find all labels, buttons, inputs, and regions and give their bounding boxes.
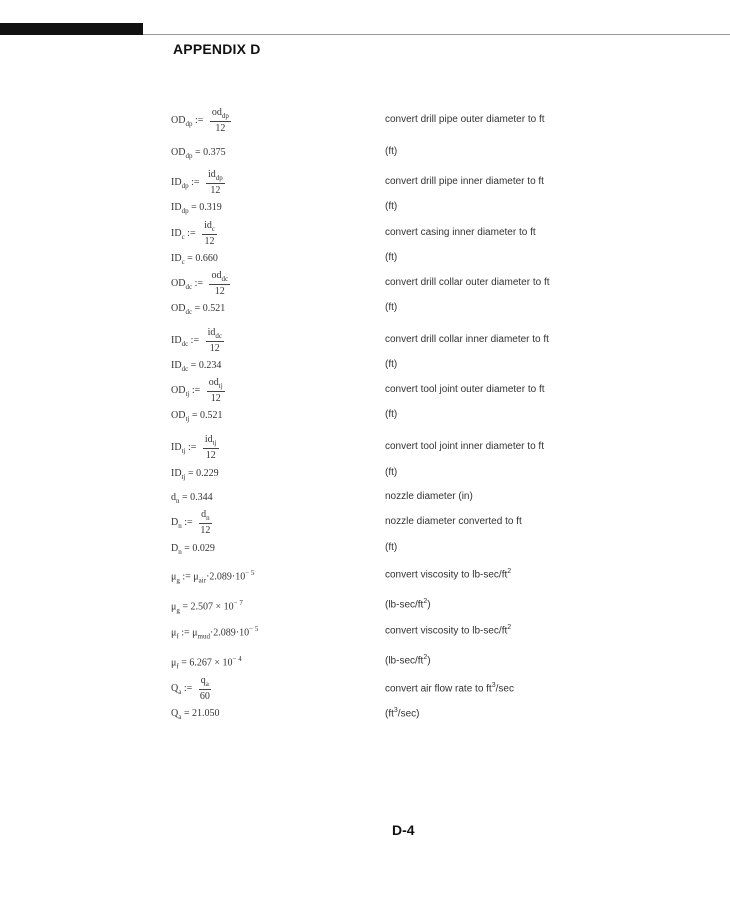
fraction <box>209 270 230 297</box>
equation <box>171 599 243 614</box>
description-text: (ft) <box>385 146 398 157</box>
fraction-numerator <box>210 107 231 122</box>
variable-symbol: ID <box>171 253 182 264</box>
equation <box>171 202 222 215</box>
equation <box>171 360 221 373</box>
equation <box>171 434 219 461</box>
variable-symbol: d <box>171 492 176 503</box>
operator: = <box>179 601 191 613</box>
operator: = <box>185 468 197 479</box>
description-text: (ft) <box>385 252 398 263</box>
equation-description <box>385 114 545 125</box>
fraction <box>210 107 231 134</box>
numerator-symbol: id <box>204 220 212 231</box>
operator: := <box>192 114 206 126</box>
equation <box>171 543 215 556</box>
description-text: convert drill pipe inner diameter to ft <box>385 176 544 187</box>
operator: = <box>189 410 200 421</box>
equation-description <box>385 598 431 610</box>
operator: = <box>192 303 203 314</box>
variable-subscript: a <box>178 713 182 721</box>
computed-value: 0.319 <box>199 202 222 213</box>
description-text: convert casing inner diameter to ft <box>385 227 536 238</box>
computed-value: 0.229 <box>196 468 219 479</box>
variable-subscript: dp <box>181 207 189 215</box>
equation <box>171 468 219 481</box>
equation-description <box>385 568 511 580</box>
header-rule <box>143 34 730 35</box>
numerator-subscript: dc <box>215 332 222 340</box>
computed-value: 0.234 <box>198 360 222 371</box>
variable-symbol: μ <box>171 627 177 639</box>
variable-symbol: ID <box>171 334 182 346</box>
expression-exponent: − 5 <box>249 625 259 633</box>
expression-exponent: − 5 <box>245 569 255 577</box>
computed-value: 0.521 <box>199 410 223 421</box>
variable-subscript: c <box>181 232 185 241</box>
variable-symbol: Q <box>171 682 179 694</box>
operator: = <box>188 360 199 371</box>
operator: := <box>185 441 199 453</box>
description-text: (ft) <box>385 467 398 478</box>
description-text: convert drill collar inner diameter to ft <box>385 334 549 345</box>
expression-factor: ·2.089·10 <box>206 571 246 583</box>
fraction-denominator: 12 <box>214 286 225 297</box>
description-text: (ft) <box>385 359 398 370</box>
fraction <box>206 169 225 196</box>
equation-description <box>385 201 397 212</box>
variable-subscript: tj <box>181 473 186 481</box>
fraction-denominator: 12 <box>209 343 220 354</box>
fraction-numerator <box>203 434 219 449</box>
computed-value: 6.267 × 10 <box>189 657 233 669</box>
variable-symbol: D <box>171 516 179 528</box>
fraction-denominator: 12 <box>210 393 221 404</box>
operator: := <box>192 277 206 289</box>
variable-symbol: ID <box>171 441 182 453</box>
fraction-numerator <box>199 509 212 524</box>
description-text: nozzle diameter (in) <box>385 491 473 502</box>
variable-subscript: a <box>178 687 182 696</box>
equation-description <box>385 654 431 666</box>
equation <box>171 270 230 297</box>
equation-description <box>385 252 397 263</box>
operator: = <box>179 492 191 503</box>
operator: := <box>178 627 193 639</box>
numerator-symbol: d <box>201 509 207 520</box>
description-superscript: 2 <box>423 654 428 661</box>
variable-symbol: ID <box>171 360 182 371</box>
computed-value: 21.050 <box>191 708 220 719</box>
variable-symbol: ID <box>171 176 182 188</box>
variable-subscript: f <box>176 632 179 641</box>
variable-subscript: dp <box>185 119 193 128</box>
variable-subscript: dc <box>181 365 189 373</box>
description-suffix: /sec <box>495 683 514 695</box>
variable-subscript: n <box>178 548 182 556</box>
variable-symbol: OD <box>171 147 186 158</box>
equation <box>171 410 222 423</box>
description-superscript: 2 <box>507 568 512 575</box>
fraction-numerator <box>207 377 225 392</box>
equation <box>171 220 217 247</box>
numerator-subscript: dc <box>221 275 229 283</box>
variable-subscript: dc <box>185 282 193 291</box>
variable-symbol: OD <box>171 303 186 314</box>
equation <box>171 303 225 316</box>
description-text: nozzle diameter converted to ft <box>385 516 522 527</box>
equation <box>171 327 224 354</box>
operator: := <box>181 682 195 694</box>
variable-subscript: dp <box>181 181 189 190</box>
description-text: (ft) <box>385 542 398 553</box>
fraction-numerator <box>199 675 211 690</box>
description-text: convert viscosity to lb-sec/ft <box>385 569 508 581</box>
variable-subscript: tj <box>185 389 190 398</box>
equation-description <box>385 624 511 636</box>
numerator-symbol: q <box>200 675 206 686</box>
description-superscript: 2 <box>507 624 512 631</box>
variable-symbol: OD <box>171 277 186 289</box>
operator: = <box>181 543 193 554</box>
page-number: D-4 <box>392 822 415 838</box>
equation-description <box>385 409 397 420</box>
fraction <box>206 327 224 354</box>
fraction <box>199 509 212 536</box>
equation <box>171 675 211 702</box>
variable-symbol: ID <box>171 468 182 479</box>
equation-description <box>385 302 397 313</box>
equation-description <box>385 176 544 187</box>
operator: = <box>188 202 200 213</box>
description-text: (ft) <box>385 201 398 212</box>
variable-subscript: f <box>176 662 179 671</box>
equation <box>171 377 225 404</box>
description-text: convert tool joint outer diameter to ft <box>385 384 545 395</box>
operator: = <box>178 657 190 669</box>
fraction-denominator: 12 <box>205 450 216 461</box>
fraction-denominator: 12 <box>210 185 221 196</box>
equation-description <box>385 467 397 478</box>
variable-symbol: μ <box>171 571 177 583</box>
fraction-denominator: 12 <box>204 236 215 247</box>
description-text: convert drill pipe outer diameter to ft <box>385 114 545 125</box>
description-superscript: 3 <box>491 682 496 689</box>
expression-subscript: air <box>198 576 207 585</box>
numerator-subscript: tj <box>218 382 223 390</box>
operator: := <box>184 227 199 239</box>
variable-subscript: dp <box>185 152 193 160</box>
variable-subscript: g <box>176 576 180 585</box>
appendix-heading: APPENDIX D <box>173 41 261 57</box>
numerator-symbol: od <box>208 377 219 388</box>
equation <box>171 107 231 134</box>
variable-subscript: dc <box>185 308 193 316</box>
expression-symbol: μ <box>193 571 199 583</box>
numerator-symbol: od <box>211 270 222 281</box>
fraction-denominator: 12 <box>215 123 226 134</box>
variable-subscript: tj <box>181 446 186 455</box>
equation-description <box>385 384 545 395</box>
numerator-subscript: dp <box>215 174 223 182</box>
variable-subscript: dc <box>181 339 189 348</box>
expression-factor: ·2.089·10 <box>209 627 250 639</box>
expression-subscript: mud <box>197 632 210 641</box>
operator: = <box>181 708 192 719</box>
fraction-numerator <box>206 327 224 342</box>
variable-symbol: ID <box>171 202 182 213</box>
computed-value: 0.375 <box>203 147 226 158</box>
value-exponent: − 7 <box>233 599 243 607</box>
fraction <box>202 220 217 247</box>
equation-description <box>385 707 419 719</box>
equation <box>171 655 242 670</box>
fraction-numerator <box>209 270 230 285</box>
numerator-subscript: tj <box>212 439 217 447</box>
description-text: convert drill collar outer diameter to ft <box>385 277 550 288</box>
numerator-symbol: id <box>207 169 216 180</box>
operator: := <box>179 571 194 583</box>
variable-symbol: OD <box>171 410 186 421</box>
equation-description <box>385 491 473 502</box>
description-superscript: 3 <box>393 707 398 714</box>
equation-description <box>385 441 544 452</box>
operator: := <box>188 176 202 188</box>
equation <box>171 708 219 721</box>
operator: = <box>192 147 204 158</box>
computed-value: 0.660 <box>195 253 218 264</box>
computed-value: 2.507 × 10 <box>190 601 234 613</box>
description-superscript: 2 <box>423 598 428 605</box>
variable-subscript: n <box>176 497 180 505</box>
description-text: convert tool joint inner diameter to ft <box>385 441 544 452</box>
computed-value: 0.521 <box>202 303 226 314</box>
variable-subscript: c <box>181 258 185 266</box>
equation <box>171 625 258 640</box>
equation-description <box>385 542 397 553</box>
fraction <box>207 377 225 404</box>
fraction-denominator: 60 <box>199 691 210 702</box>
variable-symbol: μ <box>171 601 177 613</box>
variable-symbol: ID <box>171 227 182 239</box>
description-text: convert air flow rate to ft <box>385 683 492 695</box>
header-bar <box>0 23 143 35</box>
equation <box>171 509 212 536</box>
equation <box>171 569 254 584</box>
numerator-subscript: dp <box>221 112 229 120</box>
fraction-denominator: 12 <box>200 525 211 536</box>
variable-subscript: tj <box>185 415 190 423</box>
equation-description <box>385 682 514 694</box>
variable-symbol: OD <box>171 384 186 396</box>
description-text: (ft <box>385 708 394 720</box>
equation <box>171 253 218 266</box>
equation <box>171 492 213 505</box>
variable-symbol: OD <box>171 114 186 126</box>
equation-description <box>385 227 536 238</box>
numerator-subscript: c <box>211 225 215 233</box>
equation-description <box>385 277 550 288</box>
description-text: convert viscosity to lb-sec/ft <box>385 625 508 637</box>
expression-symbol: μ <box>192 627 198 639</box>
operator: := <box>188 334 202 346</box>
variable-subscript: g <box>176 606 180 615</box>
operator: = <box>184 253 196 264</box>
numerator-symbol: id <box>207 327 216 338</box>
fraction <box>203 434 219 461</box>
equation-description <box>385 334 549 345</box>
variable-symbol: D <box>171 543 179 554</box>
operator: := <box>181 516 196 528</box>
numerator-subscript: n <box>206 514 210 522</box>
numerator-symbol: od <box>211 107 222 118</box>
numerator-symbol: id <box>204 434 213 445</box>
value-exponent: − 4 <box>232 655 242 663</box>
description-text: (lb-sec/ft <box>385 599 424 611</box>
equation <box>171 147 226 160</box>
equation-description <box>385 146 397 157</box>
fraction-numerator <box>206 169 225 184</box>
description-suffix: /sec) <box>397 708 420 720</box>
description-text: (ft) <box>385 409 398 420</box>
description-suffix: ) <box>427 599 431 611</box>
equation-description <box>385 516 522 527</box>
equation <box>171 169 225 196</box>
fraction <box>199 675 211 702</box>
description-text: (ft) <box>385 302 398 313</box>
equation-description <box>385 359 397 370</box>
description-suffix: ) <box>427 655 431 667</box>
description-text: (lb-sec/ft <box>385 655 424 667</box>
variable-subscript: n <box>178 521 182 530</box>
computed-value: 0.029 <box>192 543 215 554</box>
numerator-subscript: a <box>205 680 209 688</box>
variable-symbol: μ <box>171 657 177 669</box>
computed-value: 0.344 <box>190 492 213 503</box>
operator: := <box>189 384 203 396</box>
fraction-numerator <box>202 220 217 235</box>
variable-symbol: Q <box>171 708 179 719</box>
